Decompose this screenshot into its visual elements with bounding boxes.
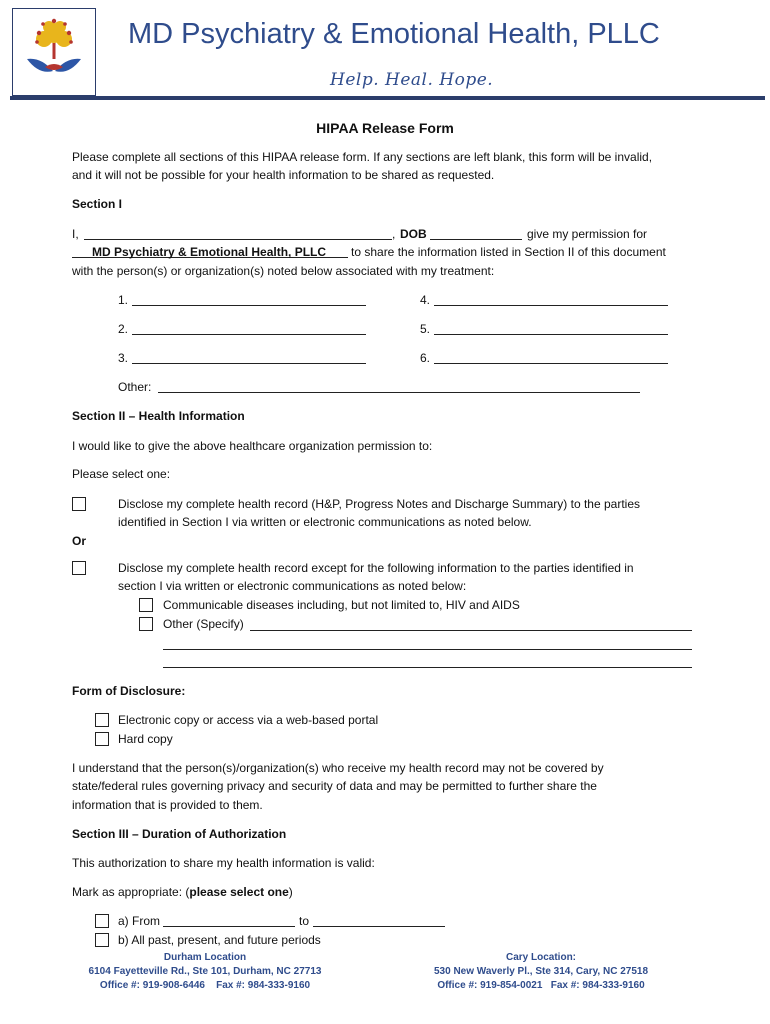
other-specify-field[interactable] [250,630,692,631]
dob-label: DOB [400,227,427,241]
section2-heading: Section II – Health Information [72,409,245,423]
recipient-1-label: 1. [118,293,129,307]
dob-field[interactable] [430,239,522,240]
other-specify-checkbox[interactable] [139,617,153,631]
communicable-diseases-checkbox[interactable] [139,598,153,612]
option1-line2: identified in Section I via written or electronic communications as noted below. [118,515,532,529]
recipient-1-field[interactable] [132,305,366,306]
recipient-2-label: 2. [118,322,129,336]
section3-heading: Section III – Duration of Authorization [72,827,287,841]
durham-address: 6104 Fayetteville Rd., Ste 101, Durham, NC 27713 [88,966,322,977]
cary-title: Cary Location: [505,952,577,963]
intro-line-2: and it will not be possible for your health information to be shared as requested. [72,168,495,182]
from-date-field[interactable] [163,926,295,927]
other-recipient-label: Other: [118,380,152,394]
form-title: HIPAA Release Form [316,120,454,136]
electronic-copy-label: Electronic copy or access via a web-based portal [118,713,379,727]
or-label: Or [72,534,87,548]
other-specify-field-3[interactable] [163,667,692,668]
mark-instruction: Mark as appropriate: (please select one) [72,885,293,899]
recipient-6-field[interactable] [434,363,668,364]
partial-record-checkbox[interactable] [72,561,86,575]
durham-title: Durham Location [163,952,247,963]
recipient-3-field[interactable] [132,363,366,364]
other-recipient-field[interactable] [158,392,640,393]
recipient-5-label: 5. [420,322,431,336]
option2-line1: Disclose my complete health record except for the following information to the parties identified in [118,561,634,575]
tree-hands-logo-icon [13,9,95,95]
recipient-4-label: 4. [420,293,431,307]
exception-communicable: Communicable diseases including, but not limited to, HIV and AIDS [163,598,520,612]
select-one-label: Please select one: [72,467,171,481]
durham-phones: Office #: 919-908-6446 Fax #: 984-333-9160 [99,980,311,991]
understand-line-2: state/federal rules governing privacy and security of data and may be permitted to further share the [72,779,597,793]
section3-intro: This authorization to share my health information is valid: [72,856,375,870]
intro-line-1: Please complete all sections of this HIPAA release form. If any sections are left blank, this form will be invalid, [72,150,653,164]
hard-copy-label: Hard copy [118,732,173,746]
cary-phones: Office #: 919-854-0021 Fax #: 984-333-9160 [437,980,645,991]
exception-other: Other (Specify) [163,617,244,631]
share-text: to share the information listed in Section II of this document [351,245,666,259]
recipient-4-field[interactable] [434,305,668,306]
to-date-field[interactable] [313,926,445,927]
logo [12,8,96,96]
treatment-text: with the person(s) or organization(s) noted below associated with my treatment: [72,264,495,278]
from-label: a) From [118,914,160,928]
company-name: MD Psychiatry & Emotional Health, PLLC [128,18,660,50]
hard-copy-checkbox[interactable] [95,732,109,746]
understand-line-1: I understand that the person(s)/organization(s) who receive my health record may not be covered by [72,761,604,775]
option2-line2: section I via written or electronic communications as noted below: [118,579,467,593]
to-label: to [299,914,310,928]
date-range-checkbox[interactable] [95,914,109,928]
patient-name-field[interactable] [84,239,392,240]
recipient-5-field[interactable] [434,334,668,335]
cary-address: 530 New Waverly Pl., Ste 314, Cary, NC 27518 [433,966,649,977]
tagline: Help. Heal. Hope. [330,70,494,90]
recipient-6-label: 6. [420,351,431,365]
permission-text: give my permission for [527,227,648,241]
org-name: MD Psychiatry & Emotional Health, PLLC [92,245,327,259]
name-prefix: I, [72,227,79,241]
recipient-2-field[interactable] [132,334,366,335]
recipient-3-label: 3. [118,351,129,365]
electronic-copy-checkbox[interactable] [95,713,109,727]
all-periods-checkbox[interactable] [95,933,109,947]
section1-heading: Section I [72,197,123,211]
option1-line1: Disclose my complete health record (H&P, Progress Notes and Discharge Summary) to the parties [118,497,640,511]
all-periods-label: b) All past, present, and future periods [118,933,321,947]
section2-intro: I would like to give the above healthcare organization permission to: [72,439,433,453]
disclosure-heading: Form of Disclosure: [72,684,186,698]
other-specify-field-2[interactable] [163,649,692,650]
complete-record-checkbox[interactable] [72,497,86,511]
understand-line-3: information that is provided to them. [72,798,263,812]
